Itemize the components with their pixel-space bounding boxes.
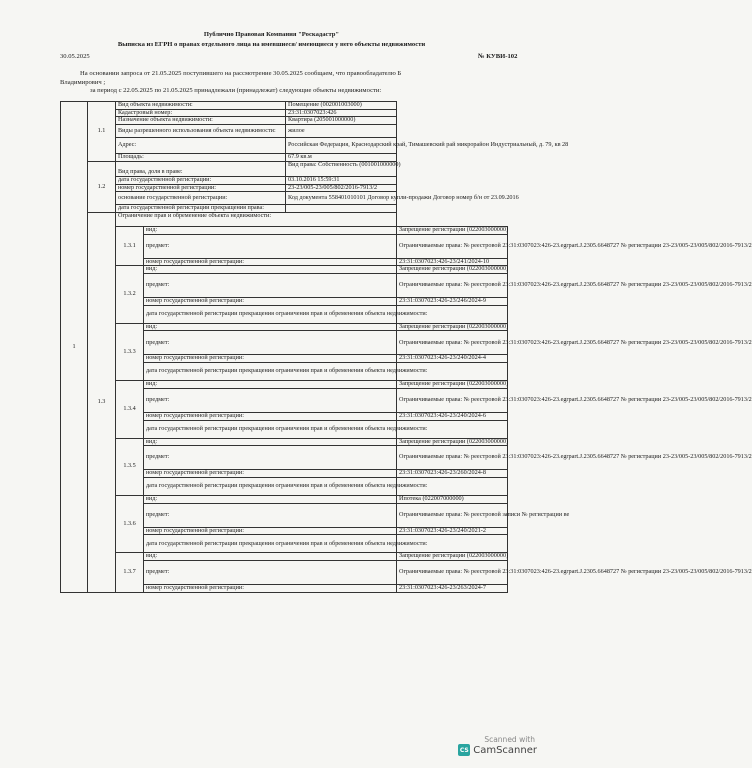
item-number: 1.3.4 bbox=[116, 381, 144, 438]
field-label: дата государственной регистрации прекращения ограничения прав и обременения объекта недвижимости: bbox=[144, 535, 397, 553]
item-number: 1.3.2 bbox=[116, 266, 144, 323]
field-label: предмет: bbox=[144, 274, 397, 298]
org-name: Публично Правовая Компания "Роскадастр" bbox=[203, 31, 340, 38]
field-value: 03.10.2016 15:59:31 bbox=[286, 176, 397, 184]
field-value: Ограничиваемые права: № реестровой 23:31:0307023:426-23.egrpart.J.2305.6648727 № регистрации 23-23/005-23/005/802/2016-7913/2 bbox=[397, 446, 508, 470]
field-label: предмет: bbox=[144, 331, 397, 355]
table-row bbox=[61, 495, 508, 503]
field-label: номер государственной регистрации: bbox=[144, 355, 397, 363]
item-number: 1.3.3 bbox=[116, 323, 144, 380]
camscanner-watermark bbox=[458, 735, 537, 756]
period-text: за период с 22.05.2025 по 21.05.2025 принадлежали (принадлежат) следующие объекты недвижимости: bbox=[90, 87, 382, 94]
document-date: 30.05.2025 bbox=[60, 53, 90, 60]
field-label: дата государственной регистрации прекращения ограничения прав и обременения объекта недвижимости: bbox=[144, 363, 397, 381]
table-row bbox=[61, 138, 508, 154]
field-value: 23:31:0307023:426-23/246/2024-9 bbox=[397, 298, 508, 306]
field-label: вид: bbox=[144, 381, 397, 389]
item-number: 1.3.6 bbox=[116, 495, 144, 552]
field-label: номер государственной регистрации: bbox=[144, 258, 397, 266]
field-label: основание государственной регистрации: bbox=[116, 192, 286, 205]
field-value: 23:31:0307023:426-23/263/2024-7 bbox=[397, 585, 508, 593]
field-value: Ограничиваемые права: № реестровой 23:31:0307023:426-23.egrpart.J.2305.6648727 № регистрации 23-23/005-23/005/802/2016-7913/2 bbox=[397, 234, 508, 258]
document-number: № КУВИ-102 bbox=[478, 53, 518, 60]
table-row bbox=[61, 125, 508, 138]
field-value: Ограничиваемые права: № реестровой 23:31:0307023:426-23.egrpart.J.2305.6648727 № регистрации 23-23/005-23/005/802/2016-7913/2 bbox=[397, 274, 508, 298]
document-title: Выписка из ЕГРН о правах отдельного лица на имевшиеся/ имеющиеся у него объекты недвижимости bbox=[117, 41, 426, 48]
table-row bbox=[61, 117, 508, 125]
table-row bbox=[61, 154, 508, 162]
field-value: Вид права: Собственность (001001000000) bbox=[286, 161, 397, 176]
field-label: номер государственной регистрации: bbox=[116, 184, 286, 192]
field-value: Запрещение регистрации (022003000000) bbox=[397, 266, 508, 274]
field-label: номер государственной регистрации: bbox=[144, 527, 397, 535]
field-label: дата государственной регистрации: bbox=[116, 176, 286, 184]
field-value: Код документа 558401010101 Договор купли-продажи Договор номер б/н от 23.09.2016 bbox=[286, 192, 397, 205]
field-label: дата государственной регистрации прекращения ограничения прав и обременения объекта недвижимости: bbox=[144, 477, 397, 495]
field-value: Ограничиваемые права: № реестровой 23:31:0307023:426-23.egrpart.J.2305.6648727 № регистрации 23-23/005-23/005/802/2016-7913/2 bbox=[397, 561, 508, 585]
field-label: предмет: bbox=[144, 234, 397, 258]
field-label: Назначение объекта недвижимости: bbox=[116, 117, 286, 125]
field-value: Ограничиваемые права: № реестровой записи № регистрации ве bbox=[397, 503, 508, 527]
field-label: Вид права, доля в праве: bbox=[116, 161, 286, 176]
subsection-number: 1.3 bbox=[88, 212, 116, 592]
field-value: Ограничиваемые права: № реестровой 23:31:0307023:426-23.egrpart.J.2305.6648727 № регистрации 23-23/005-23/005/802/2016-7913/2 bbox=[397, 331, 508, 355]
field-label: предмет: bbox=[144, 561, 397, 585]
field-label: номер государственной регистрации: bbox=[144, 412, 397, 420]
field-label: вид: bbox=[144, 323, 397, 331]
field-label: вид: bbox=[144, 495, 397, 503]
field-value: Запрещение регистрации (022003000000) bbox=[397, 226, 508, 234]
table-row bbox=[61, 176, 508, 184]
field-value: 23:31:0307023:426-23/241/2024-10 bbox=[397, 258, 508, 266]
field-value: Запрещение регистрации (022003000000) bbox=[397, 553, 508, 561]
field-value: Ограничиваемые права: № реестровой 23:31:0307023:426-23.egrpart.J.2305.6648727 № регистрации 23-23/005-23/005/802/2016-7913/2 bbox=[397, 388, 508, 412]
field-label: предмет: bbox=[144, 388, 397, 412]
item-number: 1.3.7 bbox=[116, 553, 144, 592]
subsection-number: 1.1 bbox=[88, 102, 116, 162]
table-row bbox=[61, 266, 508, 274]
field-value bbox=[286, 205, 397, 213]
field-label: Адрес: bbox=[116, 138, 286, 154]
intro-text: На основании запроса от 21.05.2025 поступившего на рассмотрение 30.05.2025 сообщаем, что правообладателю Б bbox=[80, 70, 402, 77]
field-label: Площадь: bbox=[116, 154, 286, 162]
field-label: Кадастровый номер: bbox=[116, 109, 286, 117]
intro-text-name: Владимирович ; bbox=[60, 79, 106, 86]
field-value: Российская Федерация, Краснодарский край, Тимашевский рай микрорайон Индустриальный, д. 79, кв 28 bbox=[286, 138, 397, 154]
table-row bbox=[61, 184, 508, 192]
table-row bbox=[61, 323, 508, 331]
field-value: Запрещение регистрации (022003000000) bbox=[397, 381, 508, 389]
field-label: вид: bbox=[144, 438, 397, 446]
field-label: номер государственной регистрации: bbox=[144, 585, 397, 593]
watermark-brand: CamScanner bbox=[473, 744, 537, 756]
field-value: 23:31:0307023:426-23/240/2021-2 bbox=[397, 527, 508, 535]
field-label: дата государственной регистрации прекращения права: bbox=[116, 205, 286, 213]
item-number: 1.3.5 bbox=[116, 438, 144, 495]
table-row bbox=[61, 381, 508, 389]
table-row bbox=[61, 212, 508, 226]
field-label: вид: bbox=[144, 266, 397, 274]
field-label: Вид объекта недвижимости: bbox=[116, 102, 286, 110]
table-row bbox=[61, 192, 508, 205]
field-label: дата государственной регистрации прекращения ограничения прав и обременения объекта недвижимости: bbox=[144, 420, 397, 438]
table-row bbox=[61, 438, 508, 446]
restrictions-heading: Ограничение прав и обременение объекта недвижимости: bbox=[116, 212, 397, 226]
field-label: вид: bbox=[144, 553, 397, 561]
field-value: жилое bbox=[286, 125, 397, 138]
rights-table bbox=[60, 101, 752, 593]
field-value: Запрещение регистрации (022003000000) bbox=[397, 323, 508, 331]
field-value: 23:31:0307023:426-23/240/2024-6 bbox=[397, 412, 508, 420]
field-value: 23:31:0307023:426 bbox=[286, 109, 397, 117]
field-value: 23:31:0307023:426-23/260/2024-8 bbox=[397, 470, 508, 478]
field-value: Помещение (002001003000) bbox=[286, 102, 397, 110]
field-value: Квартира (205001000000) bbox=[286, 117, 397, 125]
table-row bbox=[61, 161, 508, 176]
field-label: предмет: bbox=[144, 446, 397, 470]
field-label: номер государственной регистрации: bbox=[144, 470, 397, 478]
field-label: вид: bbox=[144, 226, 397, 234]
field-label: номер государственной регистрации: bbox=[144, 298, 397, 306]
subsection-number: 1.2 bbox=[88, 161, 116, 212]
table-row bbox=[61, 553, 508, 561]
field-label: предмет: bbox=[144, 503, 397, 527]
field-value: 23-23/005-23/005/802/2016-7913/2 bbox=[286, 184, 397, 192]
field-label: дата государственной регистрации прекращения ограничения прав и обременения объекта недвижимости: bbox=[144, 305, 397, 323]
table-row bbox=[61, 226, 508, 234]
watermark-caption: Scanned with bbox=[484, 735, 535, 744]
field-value: Запрещение регистрации (022003000000) bbox=[397, 438, 508, 446]
section-number: 1 bbox=[61, 102, 88, 593]
item-number: 1.3.1 bbox=[116, 226, 144, 265]
field-label: Виды разрешенного использования объекта недвижимости: bbox=[116, 125, 286, 138]
field-value: 67.9 кв.м bbox=[286, 154, 397, 162]
field-value: Ипотека (022007000000) bbox=[397, 495, 508, 503]
camscanner-logo-icon: CS bbox=[458, 744, 470, 756]
field-value: 23:31:0307023:426-23/240/2024-4 bbox=[397, 355, 508, 363]
